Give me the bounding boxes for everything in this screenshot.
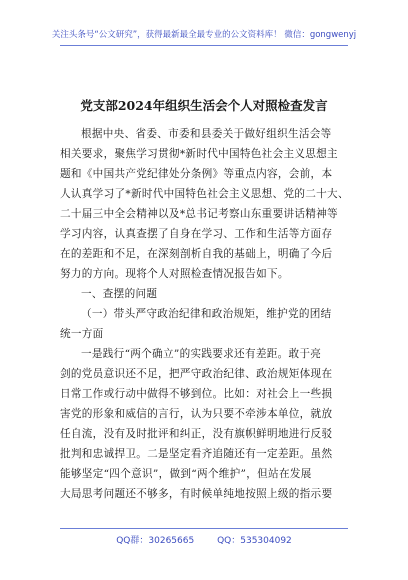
body-line: 学习内容，认真查摆了自身在学习、工作和生活等方面存 [60, 228, 333, 240]
body-line: 相关要求，聚焦学习贯彻*新时代中国特色社会主义思想主 [60, 148, 338, 160]
body-line: 剑的党员意识还不足，把严守政治纪律、政治规矩体现在 [60, 368, 333, 380]
document-title: 党支部2024年组织生活会个人对照检查发言 [80, 98, 328, 113]
header-divider [60, 45, 348, 46]
document-body [60, 124, 348, 504]
body-line: 批判和忠诚捍卫。二是坚定看齐追随还有一定差距。虽然 [60, 448, 333, 460]
body-line: 二十届三中全会精神以及*总书记考察山东重要讲话精神等 [60, 208, 338, 220]
body-line: 一、查摆的问题 [81, 288, 158, 300]
body-line: 统一方面 [60, 328, 104, 340]
body-line: 努力的方向。现将个人对照检查情况报告如下。 [60, 268, 289, 280]
footer-qq-group: QQ群：30265665 [116, 536, 195, 546]
promo-footer [0, 533, 408, 546]
body-line: 害党的形象和威信的言行，认为只要不牵涉本单位，就放 [60, 408, 333, 420]
body-line: 在的差距和不足，在深刻剖析自我的基础上，明确了今后 [60, 248, 333, 260]
footer-qq-number: QQ：535304092 [217, 536, 292, 546]
body-line: 日常工作或行动中做得不够到位。比如：对社会上一些损 [60, 388, 333, 400]
footer-divider [60, 528, 348, 529]
body-line: 能够坚定“四个意识”，做到“两个维护”，但站在发展 [60, 468, 312, 480]
promo-header: 关注头条号“公文研究”，获得最新最全最专业的公文资料库！ 微信：gongwenyj [51, 30, 357, 40]
body-line: 大局思考问题还不够多，有时候单纯地按照上级的指示要 [60, 488, 333, 500]
body-line: 任自流，没有及时批评和纠正，没有旗帜鲜明地进行反驳 [60, 428, 333, 440]
body-line: 题和《中国共产党纪律处分条例》等重点内容，会前，本 [60, 168, 333, 180]
body-line: 人认真学习了*新时代中国特色社会主义思想、党的二十大、 [60, 188, 349, 200]
body-line: 一是践行“两个确立”的实践要求还有差距。敢于亮 [81, 348, 322, 360]
body-line: （一）带头严守政治纪律和政治规矩，维护党的团结 [81, 308, 332, 320]
body-line: 根据中央、省委、市委和县委关于做好组织生活会等 [81, 128, 332, 140]
